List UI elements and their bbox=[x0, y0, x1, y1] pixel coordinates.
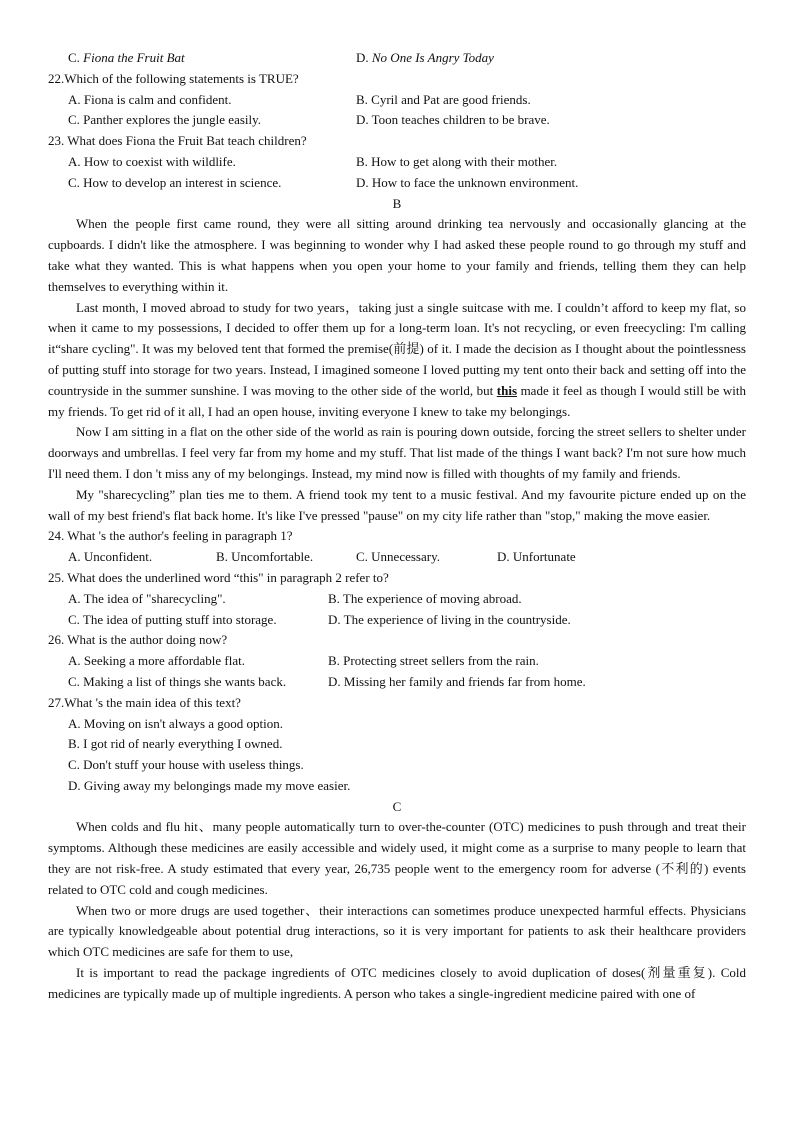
q24-stem: 24. What 's the author's feeling in paragraph 1? bbox=[48, 528, 293, 544]
q24-option-b: B. Uncomfortable. bbox=[216, 549, 314, 565]
q26-option-d: D. Missing her family and friends far from home. bbox=[328, 673, 586, 689]
q25-option-c: C. The idea of putting stuff into storage. bbox=[68, 611, 277, 627]
q22-option-d: D. Toon teaches children to be brave. bbox=[356, 112, 550, 128]
section-b-heading: B bbox=[392, 195, 402, 211]
q22-stem: 22.Which of the following statements is TRUE? bbox=[48, 70, 299, 86]
section-c-heading: C bbox=[392, 798, 402, 814]
q25-option-d: D. The experience of living in the countryside. bbox=[328, 611, 571, 627]
q26-stem: 26. What is the author doing now? bbox=[48, 632, 228, 648]
passage-b-paragraph-2: Last month, I moved abroad to study for two years，taking just a single suitcase with me. I couldn’t afford to keep my flat, so when it came to my possessions, I decided to offer them up for a long-term loan. It's not recycling, or even freecycling: I'm calling it“share cycling". It was my beloved tent that formed the premise(前提) of it. I made the decision as I thought about the pointlessness of putting stuff into storage for two years. Instead, I imagined someone I loved putting my tent onto their back and setting off into the countryside in the summer sunshine. I was moving to the other side of the world, but this made it feel as though I would still be with my friends. To get rid of it all, I had an open house, inviting everyone I knew to take my belongings. bbox=[48, 299, 746, 419]
passage-b-paragraph-1: When the people first came round, they were all sitting around drinking tea nervously and occasionally glancing at the cupboards. I didn't like the atmosphere. I was beginning to wonder why I had asked these people round to go through my stuff and take what they wanted. This is what happens when you open your home to your family and friends, telling them they can help themselves to everything within it. bbox=[48, 216, 746, 294]
q24-option-a: A. Unconfident. bbox=[68, 549, 153, 565]
passage-c-paragraph-1: When colds and flu hit、many people automatically turn to over-the-counter (OTC) medicines to push through and treat their symptoms. Although these medicines are easily accessible and widely used, it might come as a surprise to many people to learn that they are not risk-free. A study estimated that every year, 26,735 people went to the emergency room for adverse (不利的) events related to OTC cold and cough medicines. bbox=[48, 819, 746, 897]
q26-option-c: C. Making a list of things she wants back. bbox=[68, 673, 287, 689]
passage-c-paragraph-2: When two or more drugs are used together、their interactions can sometimes produce unexpected harmful effects. Physicians are typically knowledgeable about potential drug interactions, so it is very important for patients to ask their healthcare providers which OTC medicines are safe for them to use, bbox=[48, 902, 746, 960]
q21-option-c: C. Fiona the Fruit Bat bbox=[68, 50, 185, 65]
q27-option-a: A. Moving on isn't always a good option. bbox=[68, 715, 284, 731]
q22-option-a: A. Fiona is calm and confident. bbox=[68, 91, 232, 107]
q21-options-cd bbox=[0, 48, 794, 69]
q23-option-c: C. How to develop an interest in science. bbox=[68, 174, 282, 190]
q21-option-d: D. No One Is Angry Today bbox=[356, 50, 494, 65]
q27-option-d: D. Giving away my belongings made my move easier. bbox=[68, 777, 351, 793]
q23-option-d: D. How to face the unknown environment. bbox=[356, 174, 579, 190]
q27-stem: 27.What 's the main idea of this text? bbox=[48, 694, 241, 710]
q22-option-c: C. Panther explores the jungle easily. bbox=[68, 112, 262, 128]
q24-option-d: D. Unfortunate bbox=[497, 549, 576, 565]
q24-option-c: C. Unnecessary. bbox=[356, 549, 440, 565]
passage-b-paragraph-3: Now I am sitting in a flat on the other side of the world as rain is pouring down outside, forcing the street sellers to shelter under doorways and umbrellas. I feel very far from my home and my stuff. That list made of the things I want back? I'm not sure how much I'll need them. I don 't miss any of my belongings. Instead, my mind now is filled with thoughts of my family and friends. bbox=[48, 424, 746, 481]
q23-stem: 23. What does Fiona the Fruit Bat teach children? bbox=[48, 133, 307, 149]
q23-option-a: A. How to coexist with wildlife. bbox=[68, 153, 236, 169]
q25-option-b: B. The experience of moving abroad. bbox=[328, 590, 522, 606]
underlined-word-this: this bbox=[496, 382, 518, 398]
q25-stem: 25. What does the underlined word “this" in paragraph 2 refer to? bbox=[48, 569, 389, 585]
passage-b-paragraph-4: My "sharecycling” plan ties me to them. A friend took my tent to a music festival. And my favourite picture ended up on the wall of my best friend's flat back home. It's like I've pressed "pause" on my city life rather than "stop," making the move easier. bbox=[48, 486, 746, 523]
q22-option-b: B. Cyril and Pat are good friends. bbox=[356, 91, 531, 107]
q26-option-b: B. Protecting street sellers from the rain. bbox=[328, 653, 539, 669]
q23-option-b: B. How to get along with their mother. bbox=[356, 153, 558, 169]
passage-c-paragraph-3: It is important to read the package ingredients of OTC medicines closely to avoid duplication of doses(剂量重复). Cold medicines are typically made up of multiple ingredients. A person who takes a single-ingredient medicine paired with one of bbox=[48, 965, 746, 1001]
q27-option-c: C. Don't stuff your house with useless things. bbox=[68, 757, 304, 773]
q25-option-a: A. The idea of "sharecycling". bbox=[68, 590, 226, 606]
q27-option-b: B. I got rid of nearly everything I owned. bbox=[68, 736, 283, 752]
q26-option-a: A. Seeking a more affordable flat. bbox=[68, 653, 245, 669]
